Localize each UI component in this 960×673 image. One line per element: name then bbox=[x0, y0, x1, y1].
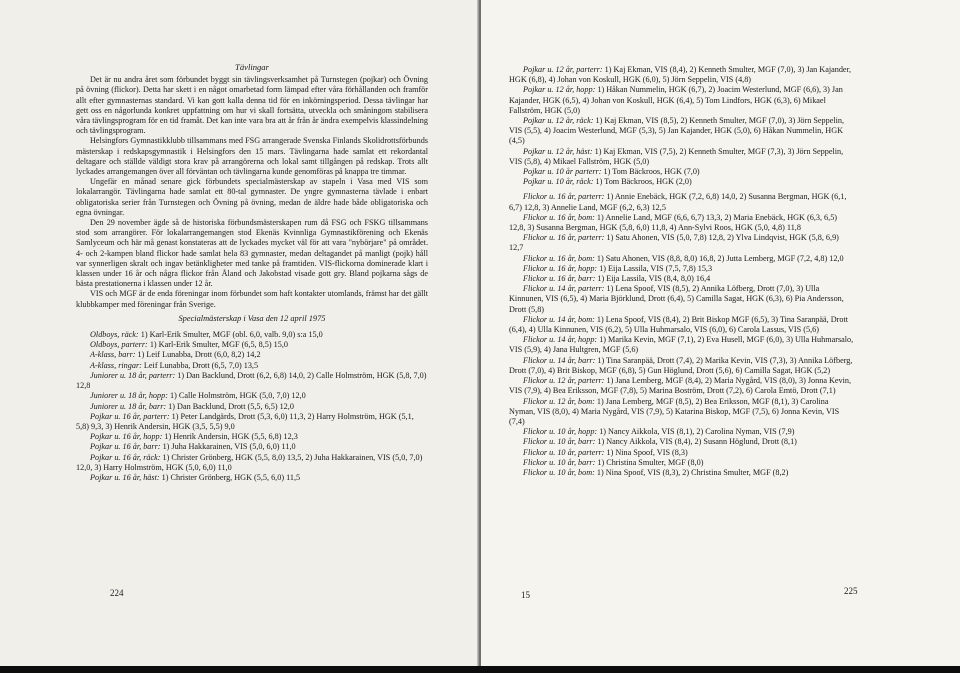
result-category: Pojkar u. 16 år, räck: bbox=[90, 452, 161, 462]
result-entry bbox=[509, 254, 855, 264]
result-text: 1) Jana Lemberg, MGF (8,5), 2) Bea Eriksson, MGF (8,1), 3) Carolina Nyman, VIS (8,0), 4) Maria Nygård, VIS (7,9), 5) Katarina Biskop, MGF (7,5), 6) Jonna Kevin, VIS (7,4) bbox=[509, 396, 840, 426]
result-entry bbox=[509, 284, 855, 315]
result-category: Pojkar u. 12 år, räck: bbox=[523, 116, 594, 126]
result-text: 1) Jana Lemberg, MGF (8,4), 2) Maria Nygård, VIS (8,0), 3) Jonna Kevin, VIS (7,9), 4) Bea Eriksson, MGF (7,8), 5) Marina Boström, Drott (7,2), 6) Carola Emtö, Drott (7,1) bbox=[509, 376, 852, 396]
result-text: 1) Tina Saranpää, Drott (7,4), 2) Marika Kevin, VIS (7,3), 3) Annika Löfberg, Drott (7,0), 4) Brit Biskop, MGF (6,8), 5) Gun Höglund, Drott (5,6), 6) Camilla Sagat, HGK (5,2) bbox=[509, 355, 853, 375]
result-text: 1) Nancy Aikkola, VIS (8,4), 2) Susann Höglund, Drott (8,1) bbox=[595, 437, 797, 447]
result-entry bbox=[509, 468, 855, 478]
result-category: A-klass, barr: bbox=[90, 350, 136, 360]
result-entry bbox=[76, 391, 428, 401]
result-text: 1) Henrik Andersin, HGK (5,5, 6,8) 12,3 bbox=[162, 432, 298, 442]
result-text: 1) Karl-Erik Smulter, MGF (6,5, 8,5) 15,0 bbox=[147, 340, 288, 350]
paragraph: Den 29 november ägde så de historiska förbundsmästerskapen rum då FSG och FSKG tillsammans stod som arrangörer. För lokalarrangemangen stod Ekenäs Kvinnliga Gymnastikförening och Ekenäs Samlyceum och här må genast konstateras att de lyckades mycket väl för att vara "nybörjare" på området. 4- och 2-kampen bland flickor hade samlat hela 83 gymnaster, medan deltagandet på manligt (pojk) håll var synnerligen skralt och ingav betänkligheter med tanke på framtiden. VIS-flickorna dominerade klart i klassen under 16 år och några flickor från Åland och Jakobstad visade gott gry. Bland pojkarna sågs de bästa prestationerna i klassen under 12 år. bbox=[76, 218, 428, 289]
result-text: 1) Annie Enebäck, HGK (7,2, 6,8) 14,0, 2) Susanna Bergman, HGK (6,1, 6,7) 12,8, 3) Annelie Land, MGF (6,2, 6,3) 12,5 bbox=[509, 192, 847, 212]
paragraph: Det är nu andra året som förbundet byggt sin tävlingsverksamhet på Turnstegen (pojkar) och Övning på övning (flickor). Detta har skett i en något omarbetad form lämpad efter våra förhållanden och framför allt efter gymnasternas standard. Vi kan gott kalla denna tid för en inkörningsperiod. Dessa tävlingar har gett oss en någorlunda konkret uppfattning om hur vi skall fortsätta, utveckla och småningom stabilisera våra tävlingsprogram för en tid framåt. Det kan inte vara bra att år från år ändra exempelvis klassindelning och tävlingsprogram. bbox=[76, 75, 428, 136]
result-category: Juniorer u. 18 år, barr: bbox=[90, 401, 167, 411]
result-text: 1) Eija Lassila, VIS (7,5, 7,8) 15,3 bbox=[597, 263, 713, 273]
result-entry bbox=[509, 167, 855, 177]
result-text: 1) Tom Bäckroos, HGK (2,0) bbox=[593, 177, 692, 187]
result-category: Flickor u. 14 år, bom: bbox=[523, 314, 595, 324]
result-text: 1) Marika Kevin, MGF (7,1), 2) Eva Husell, MGF (6,0), 3) Ulla Huhmarsalo, VIS (5,9), 4) Jana Hultgren, MGF (5,6) bbox=[509, 335, 854, 355]
result-category: Pojkar u. 16 år, barr: bbox=[90, 442, 161, 452]
result-category: Flickor u. 10 år, bom: bbox=[523, 467, 595, 477]
result-category: Flickor u. 14 år, parterr: bbox=[523, 284, 605, 294]
result-text: 1) Juha Hakkarainen, VIS (5,0, 6,0) 11,0 bbox=[160, 442, 296, 452]
result-entry bbox=[509, 356, 855, 376]
result-text: Leif Lunabba, Drott (6,5, 7,0) 13,5 bbox=[141, 360, 259, 370]
result-category: Flickor u. 12 år, parterr: bbox=[523, 376, 605, 386]
scan-edge bbox=[0, 666, 960, 673]
result-entry bbox=[509, 448, 855, 458]
result-entry bbox=[76, 371, 428, 391]
left-page bbox=[0, 0, 479, 673]
result-text: 1) Christer Grönberg, HGK (5,5, 6,0) 11,5 bbox=[159, 472, 301, 482]
result-category: Juniorer u. 18 år, parterr: bbox=[90, 370, 176, 380]
result-text: 1) Christina Smulter, MGF (8,0) bbox=[595, 457, 704, 467]
result-entry bbox=[509, 192, 855, 212]
result-entry bbox=[76, 442, 428, 452]
result-category: Pojkar u. 10 år, räck: bbox=[523, 177, 594, 187]
result-entry bbox=[76, 330, 428, 340]
result-text: 1) Lena Spoof, VIS (8,4), 2) Brit Biskop MGF (6,5), 3) Tina Saranpää, Drott (6,4), 4) Ulla Kinnunen, VIS (6,2), 5) Ulla Huhmarsalo, VIS (6,0), 6) Carola Lassus, VIS (5,6) bbox=[509, 314, 849, 335]
left-text-column bbox=[76, 62, 428, 483]
result-category: Flickor u. 12 år, bom: bbox=[523, 396, 595, 406]
result-text: 1) Leif Lunabba, Drott (6,0, 8,2) 14,2 bbox=[135, 350, 261, 360]
results-list bbox=[76, 330, 428, 483]
result-text: 1) Lena Spoof, VIS (8,5), 2) Annika Löfberg, Drott (7,0), 3) Ulla Kinnunen, VIS (6,5), 4) Maria Björklund, Drott (6,4), 5) Camilla Sagat, HGK (6,3), 6) Pia Andersson, Drott (5,8) bbox=[509, 284, 844, 314]
paragraph: VIS och MGF är de enda föreningar inom förbundet som haft kontakter utomlands, främst har det gällt klubbkamper med föreningar från Sverige. bbox=[76, 289, 428, 309]
right-text-column bbox=[509, 65, 855, 478]
result-entry bbox=[76, 350, 428, 360]
result-category: Pojkar u. 16 år, hopp: bbox=[90, 432, 163, 442]
result-category: Juniorer u. 18 år, hopp: bbox=[90, 391, 168, 401]
result-entry bbox=[76, 412, 428, 432]
result-entry bbox=[76, 340, 428, 350]
result-text: 1) Calle Holmström, HGK (5,0, 7,0) 12,0 bbox=[167, 391, 306, 401]
result-category: Flickor u. 16 år, parterr: bbox=[523, 192, 605, 202]
results-list bbox=[509, 65, 855, 478]
result-category: Oldboys, parterr: bbox=[90, 340, 148, 350]
result-text: 1) Peter Landgärds, Drott (5,3, 6,0) 11,3, 2) Harry Holmström, HGK (5,1, 5,8) 9,3, 3) Henrik Andersin, HGK (3,5, 5,5) 9,0 bbox=[76, 411, 414, 431]
inner-page-number: 15 bbox=[521, 590, 530, 600]
result-entry bbox=[509, 458, 855, 468]
result-category: Flickor u. 10 år, barr: bbox=[523, 437, 596, 447]
result-category: Pojkar u. 12 år, parterr: bbox=[523, 65, 603, 74]
result-text: 1) Nina Spoof, VIS (8,3), 2) Christina Smulter, MGF (8,2) bbox=[594, 467, 789, 477]
result-category: A-klass, ringar: bbox=[90, 360, 142, 370]
result-category: Flickor u. 10 år, parterr: bbox=[523, 447, 605, 457]
result-entry bbox=[509, 437, 855, 447]
result-text: 1) Eija Lassila, VIS (8,4, 8,0) 16,4 bbox=[595, 274, 711, 284]
result-entry bbox=[509, 233, 855, 253]
result-text: 1) Dan Backlund, Drott (6,2, 6,8) 14,0, 2) Calle Holmström, HGK (5,8, 7,0) 12,8 bbox=[76, 370, 427, 391]
result-category: Flickor u. 16 år, parterr: bbox=[523, 233, 605, 243]
result-text: 1) Satu Ahonen, VIS (8,8, 8,0) 16,8, 2) Jutta Lemberg, MGF (7,2, 4,8) 12,0 bbox=[594, 253, 844, 263]
result-text: 1) Satu Ahonen, VIS (5,0, 7,8) 12,8, 2) Ylva Lindqvist, HGK (5,8, 6,9) 12,7 bbox=[509, 233, 839, 253]
right-page bbox=[481, 0, 960, 673]
result-entry bbox=[509, 177, 855, 187]
results-heading: Specialmästerskap i Vasa den 12 april 1975 bbox=[178, 313, 326, 323]
result-text: 1) Christer Grönberg, HGK (5,5, 8,0) 13,5, 2) Juha Hakkarainen, VIS (5,0, 7,0) 12,0, 3) Harry Holmström, HGK (5,0, 6,0) 11,0 bbox=[76, 452, 423, 472]
result-entry bbox=[76, 402, 428, 412]
result-text: 1) Nancy Aikkola, VIS (8,1), 2) Carolina Nyman, VIS (7,9) bbox=[597, 427, 795, 437]
result-entry bbox=[509, 264, 855, 274]
paragraph: Helsingfors Gymnastikklubb tillsammans med FSG arrangerade Svenska Finlands Skolidrottsförbunds mästerskap i redskapsgymnastik i Helsingfors den 15 mars. Tävlingarna hade samlat ett rekordantal deltagare och ställde väldigt stora krav på arrangörerna och lokal samt tillgången på redskap. Trots allt lyckades arrangemangen över all förväntan och tävlingarna kunde genomföras på knappa tre timmar. bbox=[76, 136, 428, 177]
result-category: Pojkar u. 10 år parterr: bbox=[523, 167, 602, 177]
result-entry bbox=[509, 376, 855, 396]
result-entry bbox=[509, 65, 855, 85]
result-entry bbox=[76, 473, 428, 483]
result-entry bbox=[76, 361, 428, 371]
result-category: Flickor u. 14 år, hopp: bbox=[523, 335, 598, 345]
result-text: 1) Håkan Nummelin, HGK (6,7), 2) Joacim Westerlund, MGF (6,6), 3) Jan Kajander, HGK (6,5), 4) Johan von Koskull, HGK (6,4), 5) Tom Lindfors, HGK (6,3), 6) Mikael Fallström, HGK (5,0) bbox=[509, 85, 843, 115]
section-heading: Tävlingar bbox=[235, 62, 269, 72]
result-text: 1) Karl-Erik Smulter, MGF (obl. 6,0, valb. 9,0) s:a 15,0 bbox=[138, 330, 323, 340]
result-text: 1) Dan Backlund, Drott (5,5, 6,5) 12,0 bbox=[166, 401, 294, 411]
result-category: Flickor u. 10 år, hopp: bbox=[523, 427, 598, 437]
result-text: 1) Kaj Ekman, VIS (8,4), 2) Kenneth Smulter, MGF (7,0), 3) Jan Kajander, HGK (6,8), 4) Johan von Koskull, HGK (6,0), 5) Jörn Seppelin, VIS (4,8) bbox=[509, 65, 852, 85]
result-entry bbox=[509, 116, 855, 147]
result-entry bbox=[76, 453, 428, 473]
result-category: Flickor u. 16 år, hopp: bbox=[523, 263, 598, 273]
result-entry bbox=[509, 85, 855, 116]
result-category: Flickor u. 10 år, barr: bbox=[523, 457, 596, 467]
result-entry bbox=[509, 274, 855, 284]
result-category: Flickor u. 16 år, barr: bbox=[523, 274, 596, 284]
result-category: Flickor u. 16 år, bom: bbox=[523, 253, 595, 263]
result-category: Pojkar u. 12 år, häst: bbox=[523, 146, 593, 156]
page-number: 224 bbox=[110, 588, 124, 598]
result-category: Pojkar u. 16 år, häst: bbox=[90, 472, 160, 482]
result-text: 1) Annelie Land, MGF (6,6, 6,7) 13,3, 2) Maria Enebäck, HGK (6,3, 6,5) 12,8, 3) Susanna Bergman, HGK (5,8, 6,0) 11,8, 4) Ann-Sylvi Roos, HGK (5,0, 4,8) 11,8 bbox=[509, 212, 838, 233]
result-category: Flickor u. 14 år, barr: bbox=[523, 355, 596, 365]
result-text: 1) Kaj Ekman, VIS (8,5), 2) Kenneth Smulter, MGF (7,0), 3) Jörn Seppelin, VIS (5,5), 4) Joacim Westerlund, MGF (5,3), 5) Jan Kajander, HGK (5,0), 6) Håkan Nummelin, HGK (4,5) bbox=[509, 116, 845, 146]
page-number: 225 bbox=[844, 586, 858, 596]
result-text: 1) Kaj Ekman, VIS (7,5), 2) Kenneth Smulter, MGF (7,3), 3) Jörn Seppelin, VIS (5,8), 4) Mikael Fallström, HGK (5,0) bbox=[509, 146, 844, 166]
result-category: Oldboys, räck: bbox=[90, 330, 139, 340]
result-entry bbox=[76, 432, 428, 442]
result-entry bbox=[509, 315, 855, 335]
paragraph: Ungefär en månad senare gick förbundets specialmästerskap av stapeln i Vasa med VIS som lokalarrangör. Tävlingarna hade samlat ett 80-tal gymnaster. De yngre gymnasterna tävlade i enbart obligatoriska serier från Turnstegen och Övning på övning, medan de äldre hade både obligatoriska och egna övningar. bbox=[76, 177, 428, 217]
result-text: 1) Nina Spoof, VIS (8,3) bbox=[604, 447, 688, 457]
result-entry bbox=[509, 147, 855, 167]
result-category: Flickor u. 16 år, bom: bbox=[523, 212, 595, 222]
result-entry bbox=[509, 397, 855, 428]
result-entry bbox=[509, 335, 855, 355]
result-text: 1) Tom Bäckroos, HGK (7,0) bbox=[601, 167, 700, 177]
result-entry bbox=[509, 427, 855, 437]
result-entry bbox=[509, 213, 855, 233]
result-category: Pojkar u. 16 år, parterr: bbox=[90, 411, 170, 421]
result-category: Pojkar u. 12 år, hopp: bbox=[523, 85, 596, 95]
